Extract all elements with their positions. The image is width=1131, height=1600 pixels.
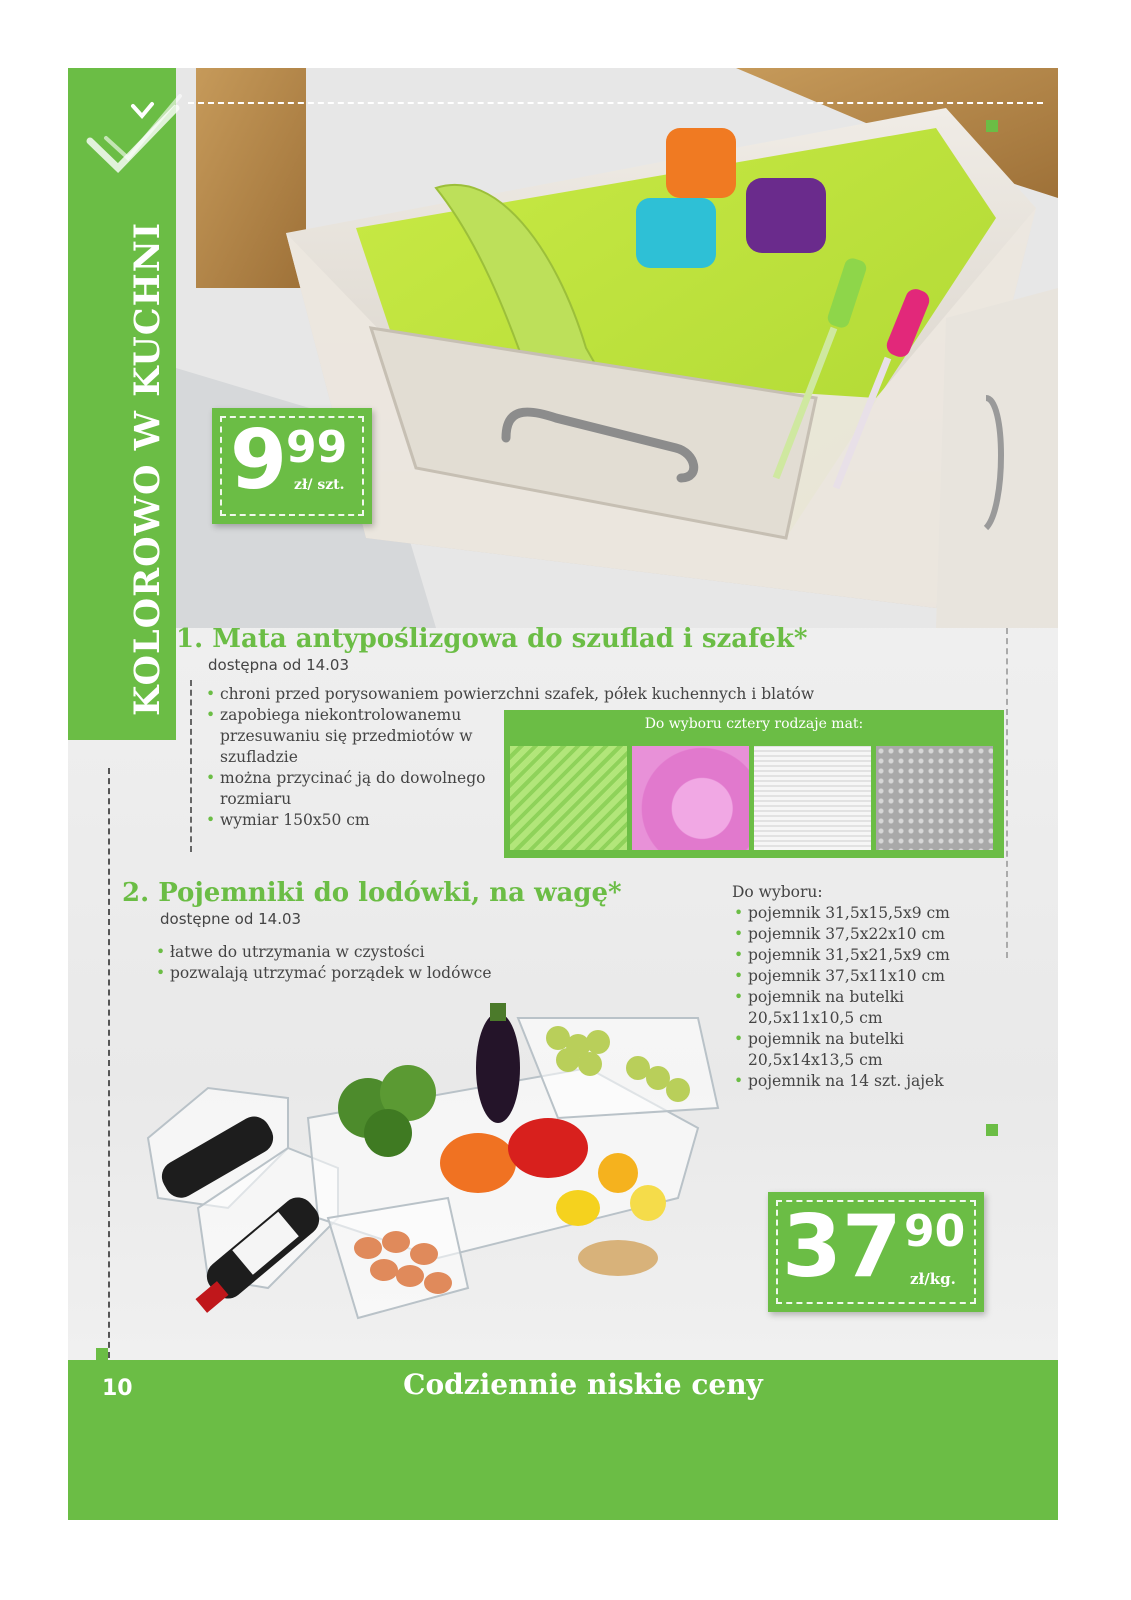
price-main: 37 bbox=[782, 1197, 902, 1297]
option-item: • pojemnik 31,5x21,5x9 cm bbox=[732, 945, 1002, 966]
option-item: • pojemnik 31,5x15,5x9 cm bbox=[732, 903, 1002, 924]
category-title: KOLOROWO W KUCHNI bbox=[127, 221, 168, 716]
feature-item: • można przycinać ją do dowolnego rozmiaru bbox=[204, 768, 504, 810]
footer-slogan: Codziennie niskie ceny bbox=[403, 1368, 763, 1401]
product2-options bbox=[732, 882, 1012, 1092]
product1-title: 1. Mata antypoślizgowa do szuflad i szafek* bbox=[176, 624, 808, 654]
product2-title: 2. Pojemniki do lodówki, na wagę* bbox=[122, 878, 622, 908]
feature-item: • wymiar 150x50 cm bbox=[204, 810, 504, 831]
product2-availability: dostępne od 14.03 bbox=[160, 910, 302, 928]
option-item: • pojemnik na 14 szt. jajek bbox=[732, 1071, 1002, 1092]
option-item: • pojemnik 37,5x22x10 cm bbox=[732, 924, 1002, 945]
price-unit: zł/kg. bbox=[910, 1270, 956, 1288]
mat-swatch-white-mesh bbox=[754, 746, 871, 850]
price-tag-containers bbox=[768, 1192, 984, 1312]
price-main: 9 bbox=[230, 413, 288, 508]
dashed-guide-top bbox=[188, 102, 1043, 104]
feature-item: • pozwalają utrzymać porządek w lodówce bbox=[154, 963, 574, 984]
guide-dot bbox=[986, 120, 998, 132]
guide-dot bbox=[96, 1348, 108, 1360]
options-list bbox=[732, 903, 1002, 1092]
product1-availability: dostępna od 14.03 bbox=[208, 656, 350, 674]
mat-variants-box bbox=[504, 710, 1004, 858]
product2-features bbox=[154, 942, 574, 984]
options-label: Do wyboru: bbox=[732, 883, 823, 901]
price-cents: 99 bbox=[286, 422, 348, 473]
mat-swatch-green-stripes bbox=[510, 746, 627, 850]
page-number: 10 bbox=[102, 1376, 133, 1401]
feature-item: • łatwe do utrzymania w czystości bbox=[154, 942, 574, 963]
category-side-band bbox=[68, 68, 176, 740]
price-tag-mat bbox=[212, 408, 372, 524]
flyer-page bbox=[68, 68, 1058, 1520]
containers-illustration bbox=[138, 998, 758, 1338]
price-unit: zł/ szt. bbox=[294, 477, 345, 493]
dashed-guide-product1 bbox=[190, 680, 192, 852]
option-item: • pojemnik 37,5x11x10 cm bbox=[732, 966, 1002, 987]
page-footer bbox=[68, 1360, 1058, 1520]
feature-item: • chroni przed porysowaniem powierzchni szafek, półek kuchennych i blatów bbox=[204, 684, 920, 705]
fridge-containers-photo bbox=[138, 998, 758, 1338]
mat-swatch-pink-circles bbox=[632, 746, 749, 850]
dashed-guide-left bbox=[108, 768, 110, 1358]
drawer-illustration bbox=[176, 68, 1058, 628]
option-item: • pojemnik na butelki 20,5x14x13,5 cm bbox=[732, 1029, 1002, 1071]
option-item: • pojemnik na butelki 20,5x11x10,5 cm bbox=[732, 987, 1002, 1029]
price-cents: 90 bbox=[904, 1206, 966, 1257]
mat-variants-caption: Do wyboru cztery rodzaje mat: bbox=[644, 716, 864, 732]
guide-dot bbox=[986, 1124, 998, 1136]
mat-swatch-grey-dots bbox=[876, 746, 993, 850]
drawer-mat-photo bbox=[176, 68, 1058, 628]
feature-item: • zapobiega niekontrolowanemu przesuwaniu się przedmiotów w szufladzie bbox=[204, 705, 504, 768]
